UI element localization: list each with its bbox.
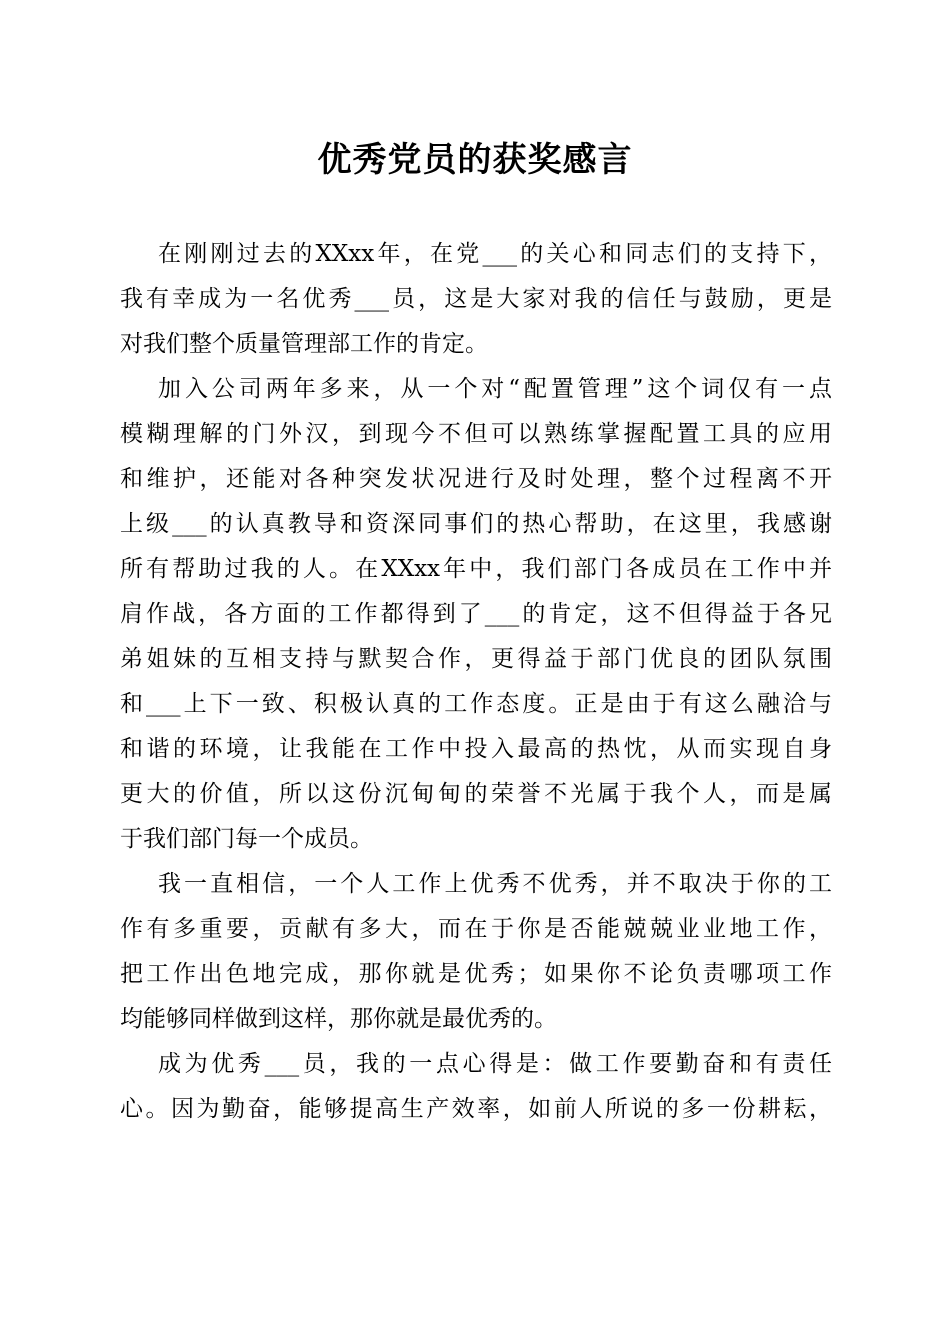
paragraph-3 (120, 862, 832, 1042)
document-title: 优秀党员的获奖感言 (317, 140, 633, 180)
text-line: 在刚刚过去的XXxx年，在党___的关心和同志们的支持下， (158, 241, 832, 267)
text-line: 作有多重要，贡献有多大，而在于你是否能兢兢业业地工作， (120, 916, 832, 942)
text-line: 加入公司两年多来，从一个对“配置管理”这个词仅有一点 (158, 376, 832, 402)
text-line: 和___上下一致、积极认真的工作态度。正是由于有这么融洽与 (120, 691, 832, 717)
text-line: 对我们整个质量管理部工作的肯定。 (120, 331, 488, 357)
text-line: 我有幸成为一名优秀___员，这是大家对我的信任与鼓励，更是 (120, 286, 832, 312)
text-line: 和维护，还能对各种突发状况进行及时处理，整个过程离不开 (120, 466, 832, 492)
text-line: 上级___的认真教导和资深同事们的热心帮助，在这里，我感谢 (120, 511, 832, 537)
text-line: 均能够同样做到这样，那你就是最优秀的。 (120, 1006, 557, 1032)
text-line: 心。因为勤奋，能够提高生产效率，如前人所说的多一份耕耘， (120, 1096, 832, 1122)
document-body (120, 232, 832, 1132)
text-line: 我一直相信，一个人工作上优秀不优秀，并不取决于你的工 (158, 871, 832, 897)
text-line: 和谐的环境，让我能在工作中投入最高的热忱，从而实现自身 (120, 736, 832, 762)
text-line: 模糊理解的门外汉，到现今不但可以熟练掌握配置工具的应用 (120, 421, 832, 447)
text-line: 更大的价值，所以这份沉甸甸的荣誉不光属于我个人，而是属 (120, 781, 832, 807)
text-line: 成为优秀___员，我的一点心得是：做工作要勤奋和有责任 (158, 1051, 832, 1077)
paragraph-4 (120, 1042, 832, 1132)
text-line: 肩作战，各方面的工作都得到了___的肯定，这不但得益于各兄 (120, 601, 832, 627)
text-line: 于我们部门每一个成员。 (120, 826, 373, 852)
paragraph-2 (120, 367, 832, 862)
text-line: 所有帮助过我的人。在XXxx年中，我们部门各成员在工作中并 (120, 556, 832, 582)
text-line: 弟姐妹的互相支持与默契合作，更得益于部门优良的团队氛围 (120, 646, 832, 672)
paragraph-1 (120, 232, 832, 367)
text-line: 把工作出色地完成，那你就是优秀；如果你不论负责哪项工作 (120, 961, 832, 987)
